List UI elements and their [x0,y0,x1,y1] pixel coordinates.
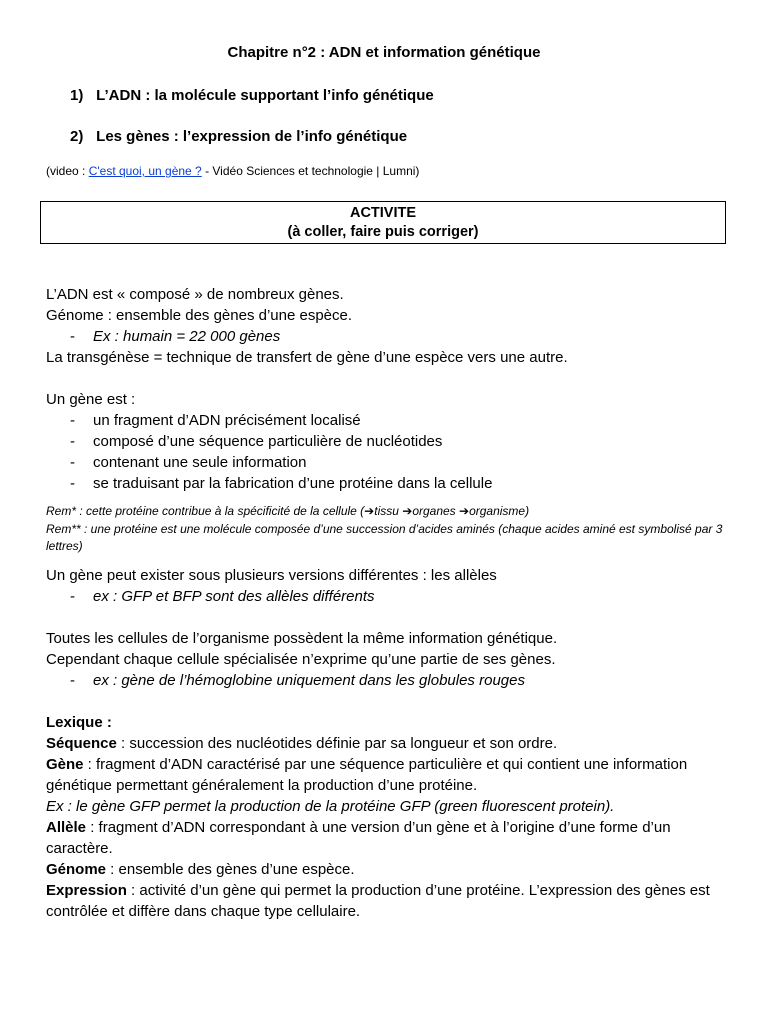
list-item: - un fragment d’ADN précisément localisé [70,412,361,429]
lexique-heading: Lexique : [46,713,112,731]
list-item: - Ex : humain = 22 000 gènes [70,328,281,345]
lexique-expression: Expression : activité d’un gène qui permet la production d’une protéine. L’expression des gènes est contrôlée et diffère dans chaque type cellulaire. [46,881,710,920]
section-text: L’ADN : la molécule supportant l’info génétique [96,87,434,104]
adn-genes-line: L’ADN est « composé » de nombreux gènes. [46,286,344,303]
arrow-icon: ➔ [459,504,470,518]
remark-1: Rem* : cette protéine contribue à la spécificité de la cellule (➔tissu ➔organes ➔organisme) [46,504,530,518]
transgenese-line: La transgénèse = technique de transfert de gène d’une espèce vers une autre. [46,349,568,366]
list-item: - ex : GFP et BFP sont des allèles différents [70,587,375,605]
lexique-allele: Allèle : fragment d’ADN correspondant à une version d’un gène et à l’origine d’une forme d’un caractère. [46,818,671,857]
section-text: Les gènes : l’expression de l’info génétique [96,128,408,145]
example-text: ex : gène de l’hémoglobine uniquement dans les globules rouges [93,671,525,689]
lexique-sequence: Séquence : succession des nucléotides définie par sa longueur et son ordre. [46,734,558,752]
section-number: 2) [70,128,84,145]
cells-line-1: Toutes les cellules de l’organisme possèdent la même information génétique. [46,629,558,647]
list-item: - se traduisant par la fabrication d’une protéine dans la cellule [70,475,493,492]
section-number: 1) [70,87,84,104]
video-suffix: - Vidéo Sciences et technologie | Lumni) [201,164,420,178]
genome-definition-line: Génome : ensemble des gènes d’une espèce. [46,307,353,324]
lexique-genome: Génome : ensemble des gènes d’une espèce. [46,860,355,878]
list-item: - contenant une seule information [70,454,307,471]
section-heading-2 [70,128,407,145]
activity-title: ACTIVITE [349,205,417,221]
document-body [46,284,736,922]
example-text: ex : GFP et BFP sont des allèles différents [93,587,375,605]
section-heading-1 [70,87,434,104]
arrow-icon: ➔ [402,504,413,518]
video-prefix: (video : [46,164,89,178]
activity-box [40,201,726,244]
page-title: Chapitre n°2 : ADN et information génétique [227,44,541,61]
video-reference [46,164,419,178]
remark-2: Rem** : une protéine est une molécule composée d’une succession d’acides aminés (chaque acides aminé est symbolisé par 3 lettres) [46,521,723,553]
arrow-icon: ➔ [364,504,375,518]
lexique-gene: Gène : fragment d’ADN caractérisé par une séquence particulière et qui contient une information génétique permettant généralement la production d’une protéine. [46,755,688,794]
list-item: - composé d’une séquence particulière de nucléotides [70,433,443,450]
gene-intro: Un gène est : [46,391,136,408]
example-text: Ex : humain = 22 000 gènes [93,328,281,345]
lexique-gene-example: Ex : le gène GFP permet la production de la protéine GFP (green fluorescent protein). [46,797,615,815]
activity-subtitle: (à coller, faire puis corriger) [287,224,479,240]
video-link[interactable]: C'est quoi, un gène ? [88,164,202,178]
alleles-line: Un gène peut exister sous plusieurs versions différentes : les allèles [46,566,497,584]
cells-line-2: Cependant chaque cellule spécialisée n’exprime qu’une partie de ses gènes. [46,650,556,668]
list-item: - ex : gène de l’hémoglobine uniquement dans les globules rouges [70,671,525,689]
